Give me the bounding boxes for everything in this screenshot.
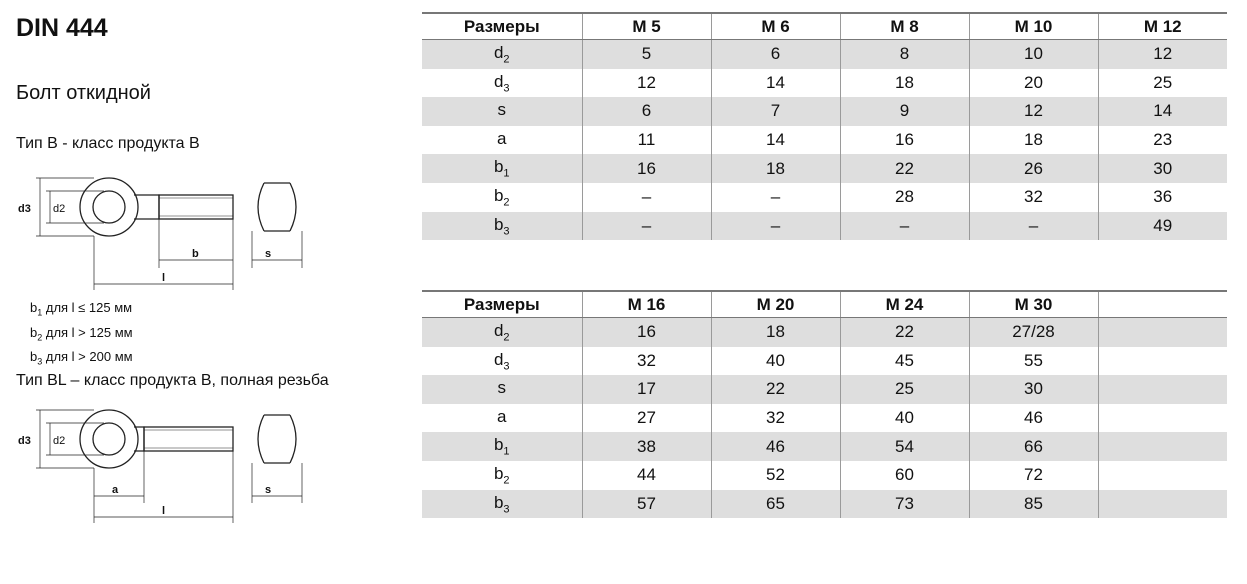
table-cell: 22 bbox=[840, 154, 969, 183]
table-cell: – bbox=[711, 183, 840, 212]
row-label: $b_3$ bbox=[422, 212, 582, 241]
row-label: a bbox=[422, 404, 582, 433]
table-cell: 49 bbox=[1098, 212, 1227, 241]
column-header: Размеры bbox=[422, 13, 582, 40]
d3-label-bl: d3 bbox=[18, 435, 31, 447]
table-row bbox=[422, 432, 1227, 461]
row-label: $d_2$ bbox=[422, 40, 582, 69]
table-cell: 26 bbox=[969, 154, 1098, 183]
d2-label: d2 bbox=[53, 203, 66, 215]
type-bl-caption: Тип BL – класс продукта B, полная резьба bbox=[16, 372, 329, 389]
table-cell bbox=[1098, 461, 1227, 490]
column-header: M 24 bbox=[840, 291, 969, 318]
table-cell: 52 bbox=[711, 461, 840, 490]
table-cell: 12 bbox=[1098, 40, 1227, 69]
dimensions-table-2 bbox=[422, 290, 1227, 518]
table-cell: 30 bbox=[969, 375, 1098, 404]
type-bl-drawing bbox=[14, 405, 304, 530]
table-cell: 18 bbox=[969, 126, 1098, 155]
table-cell: 5 bbox=[582, 40, 711, 69]
table-cell: 18 bbox=[711, 154, 840, 183]
table-cell: 44 bbox=[582, 461, 711, 490]
column-header bbox=[1098, 291, 1227, 318]
table-cell: 27 bbox=[582, 404, 711, 433]
table-cell: 27/28 bbox=[969, 318, 1098, 347]
table-cell: 12 bbox=[582, 69, 711, 98]
column-header: M 6 bbox=[711, 13, 840, 40]
type-b-drawing bbox=[14, 168, 304, 293]
table-cell: 38 bbox=[582, 432, 711, 461]
table-cell: – bbox=[969, 212, 1098, 241]
note-b1: $b_1$ для l ≤ 125 мм bbox=[30, 300, 133, 318]
table-cell: 18 bbox=[711, 318, 840, 347]
table-cell: 40 bbox=[840, 404, 969, 433]
table-cell: – bbox=[582, 183, 711, 212]
table-cell: – bbox=[582, 212, 711, 241]
table-cell: 30 bbox=[1098, 154, 1227, 183]
notes bbox=[30, 298, 133, 372]
d3-label: d3 bbox=[18, 203, 31, 215]
table-cell: 36 bbox=[1098, 183, 1227, 212]
table-header-row bbox=[422, 13, 1227, 40]
column-header: M 12 bbox=[1098, 13, 1227, 40]
column-header: M 20 bbox=[711, 291, 840, 318]
row-label: $b_1$ bbox=[422, 154, 582, 183]
a-label-bl: a bbox=[112, 484, 119, 496]
table-cell: – bbox=[711, 212, 840, 241]
row-label: $d_3$ bbox=[422, 347, 582, 376]
table-cell: 16 bbox=[840, 126, 969, 155]
table-cell: 72 bbox=[969, 461, 1098, 490]
table-cell: 46 bbox=[711, 432, 840, 461]
table-row bbox=[422, 69, 1227, 98]
b-label: b bbox=[192, 248, 199, 260]
table-cell: 66 bbox=[969, 432, 1098, 461]
table-cell bbox=[1098, 490, 1227, 519]
row-label: s bbox=[422, 97, 582, 126]
table-row bbox=[422, 318, 1227, 347]
column-header: M 10 bbox=[969, 13, 1098, 40]
table-cell: 16 bbox=[582, 154, 711, 183]
table-cell: 54 bbox=[840, 432, 969, 461]
table-row bbox=[422, 40, 1227, 69]
note-b3: $b_3$ для l > 200 мм bbox=[30, 349, 133, 367]
column-header: M 8 bbox=[840, 13, 969, 40]
table-cell: 11 bbox=[582, 126, 711, 155]
table-cell: 22 bbox=[840, 318, 969, 347]
column-header: Размеры bbox=[422, 291, 582, 318]
d2-label-bl: d2 bbox=[53, 435, 66, 447]
table-cell: 32 bbox=[711, 404, 840, 433]
table-cell: 10 bbox=[969, 40, 1098, 69]
column-header: M 30 bbox=[969, 291, 1098, 318]
row-label: $d_2$ bbox=[422, 318, 582, 347]
table-cell: 65 bbox=[711, 490, 840, 519]
table-cell: 16 bbox=[582, 318, 711, 347]
table-row bbox=[422, 375, 1227, 404]
table-cell: 60 bbox=[840, 461, 969, 490]
table-cell: 22 bbox=[711, 375, 840, 404]
table-cell bbox=[1098, 432, 1227, 461]
table-cell: 9 bbox=[840, 97, 969, 126]
row-label: a bbox=[422, 126, 582, 155]
table-cell: 55 bbox=[969, 347, 1098, 376]
table-header-row bbox=[422, 291, 1227, 318]
table-cell: 14 bbox=[711, 126, 840, 155]
l-label-bl: l bbox=[162, 505, 166, 517]
row-label: $b_1$ bbox=[422, 432, 582, 461]
table-cell bbox=[1098, 347, 1227, 376]
table-cell: 8 bbox=[840, 40, 969, 69]
table-row bbox=[422, 347, 1227, 376]
table-row bbox=[422, 97, 1227, 126]
table-cell: 45 bbox=[840, 347, 969, 376]
table-cell bbox=[1098, 375, 1227, 404]
table-row bbox=[422, 126, 1227, 155]
table-cell: 25 bbox=[1098, 69, 1227, 98]
s-label-bl: s bbox=[265, 484, 272, 496]
dimensions-table-1 bbox=[422, 12, 1227, 240]
table-cell: 57 bbox=[582, 490, 711, 519]
type-b-caption: Тип B - класс продукта B bbox=[16, 135, 200, 152]
table-cell: 46 bbox=[969, 404, 1098, 433]
l-label: l bbox=[162, 272, 166, 284]
column-header: M 5 bbox=[582, 13, 711, 40]
table-cell: 14 bbox=[1098, 97, 1227, 126]
page-title: DIN 444 bbox=[16, 14, 108, 42]
table-row bbox=[422, 490, 1227, 519]
table-cell: 17 bbox=[582, 375, 711, 404]
row-label: $b_3$ bbox=[422, 490, 582, 519]
table-cell: 40 bbox=[711, 347, 840, 376]
table-row bbox=[422, 212, 1227, 241]
table-cell: 73 bbox=[840, 490, 969, 519]
table-cell: 85 bbox=[969, 490, 1098, 519]
row-label: $b_2$ bbox=[422, 183, 582, 212]
product-subtitle: Болт откидной bbox=[16, 82, 151, 104]
table-row bbox=[422, 183, 1227, 212]
note-b2: $b_2$ для l > 125 мм bbox=[30, 324, 133, 343]
table-cell: 14 bbox=[711, 69, 840, 98]
column-header: M 16 bbox=[582, 291, 711, 318]
table-cell: 6 bbox=[711, 40, 840, 69]
s-label: s bbox=[265, 248, 272, 260]
table-cell: 32 bbox=[969, 183, 1098, 212]
table-cell: 20 bbox=[969, 69, 1098, 98]
table-cell: 23 bbox=[1098, 126, 1227, 155]
table-row bbox=[422, 461, 1227, 490]
table-cell: 18 bbox=[840, 69, 969, 98]
row-label: s bbox=[422, 375, 582, 404]
row-label: $b_2$ bbox=[422, 461, 582, 490]
table-cell: 7 bbox=[711, 97, 840, 126]
table-row bbox=[422, 404, 1227, 433]
table-cell: 25 bbox=[840, 375, 969, 404]
table-cell: 28 bbox=[840, 183, 969, 212]
table-cell: 12 bbox=[969, 97, 1098, 126]
table-cell: 6 bbox=[582, 97, 711, 126]
table-row bbox=[422, 154, 1227, 183]
table-cell: 32 bbox=[582, 347, 711, 376]
table-cell bbox=[1098, 404, 1227, 433]
table-cell: – bbox=[840, 212, 969, 241]
table-cell bbox=[1098, 318, 1227, 347]
row-label: $d_3$ bbox=[422, 69, 582, 98]
